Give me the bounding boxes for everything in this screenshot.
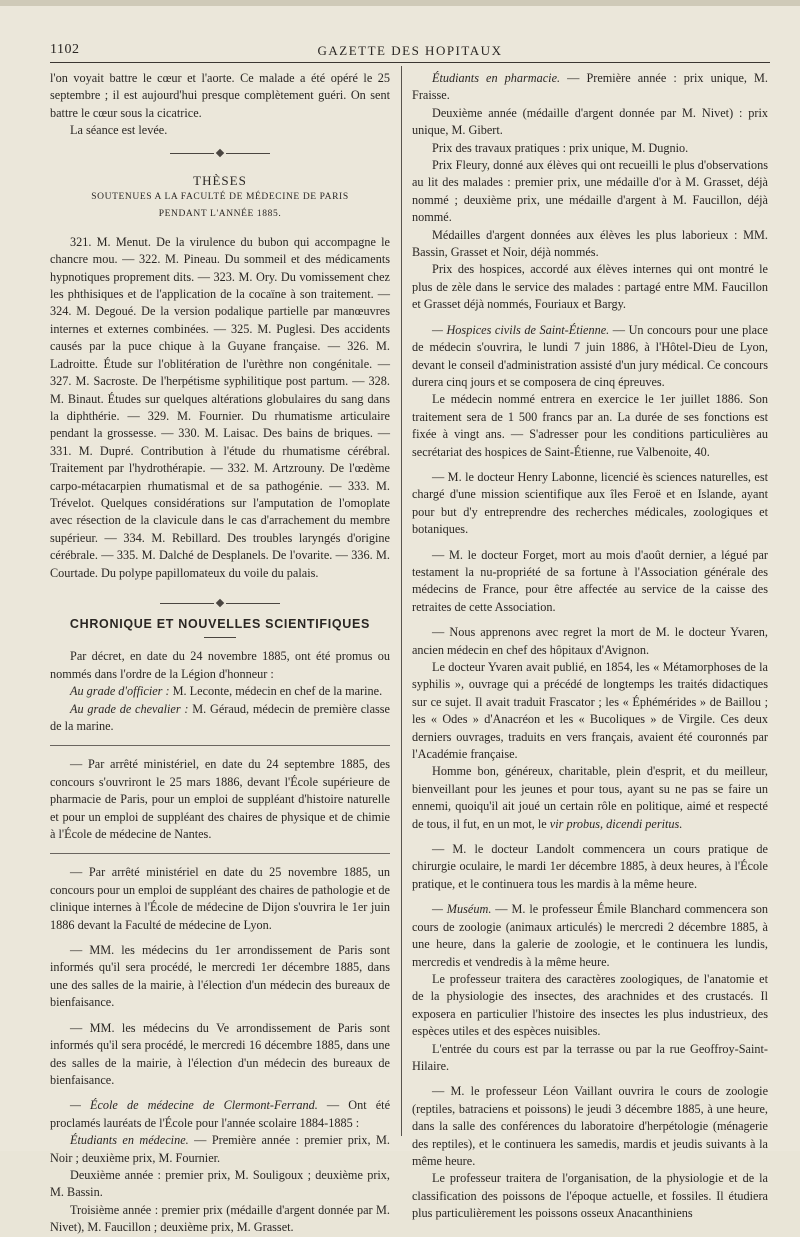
title-underline xyxy=(204,637,236,638)
vaillant-topics: Le professeur traitera de l'organisation, de la physiologie et de la classification des poissons de l'époque actuelle, et fossiles. Il étudiera plus particulièrement les poissons osseux Anacanthiniens xyxy=(412,1171,768,1221)
right-column xyxy=(412,70,768,1223)
column-divider xyxy=(401,66,402,1136)
election-5e: — MM. les médecins du Ve arrondissement de Paris sont informés qu'il sera procédé, le mercredi 16 décembre 1885, dans une des salles de la mairie, à l'élection d'un médecin des bureaux de bienfaisance. xyxy=(50,1020,390,1087)
medailles-argent: Médailles d'argent données aux élèves les plus laborieux : MM. Bassin, Grasset et Noir, déjà nommés. xyxy=(412,227,768,260)
arrete-nantes: — Par arrêté ministériel, en date du 24 septembre 1885, des concours s'ouvriront le 25 mars 1886, devant l'École supérieure de pharmacie de Paris, pour un emploi de suppléant d'histoire naturelle et pour un emploi de suppléant des chaires de physique et de chimie à l'École de médecine de Nantes. xyxy=(50,757,390,842)
session-closed: La séance est levée. xyxy=(70,123,168,138)
page-header xyxy=(50,42,770,62)
yvaren-death: — Nous apprenons avec regret la mort de M. le docteur Yvaren, ancien médecin en chef des hôpitaux d'Avignon. xyxy=(412,625,768,657)
chevalier-line: Au grade de chevalier : M. Géraud, médecin de première classe de la marine. xyxy=(50,701,390,733)
blanchard-entrance: L'entrée du cours est par la terrasse ou par la rue Geoffroy-Saint-Hilaire. xyxy=(412,1041,768,1073)
separator-rule xyxy=(50,745,390,746)
arrete-dijon: — Par arrêté ministériel en date du 25 novembre 1885, un concours pour un emploi de suppléant des chaires de pathologie et de clinique internes à l'École de médecine de Dijon s'ouvrira le 1er juin 1886 devant la Faculté de médecine de Lyon. xyxy=(50,865,390,932)
theses-list: 321. M. Menut. De la virulence du bubon qui accompagne le chancre mou. — 322. M. Pineau. Du sommeil et des médicaments hypnotiques proprement dits. — 323. M. Ory. Du vomissement chez les phthisiques et de l'application de la cocaïne à son traitement. — 324. M. Degoué. De la version podalique partielle par manœuvres internes et externes combinées. — 325. M. Puglesi. Des accidents causés par la puce chique à la Guyane française. — 326. M. Ladroitte. Étude sur l'oblitération de l'urèthre non congénitale. — 327. M. Sacroste. De l'herpétisme syphilitique post partum. — 328. M. Binaut. Études sur quelques altérations globulaires du sang dans la diphthérie. — 329. M. Fournier. Du rhumatisme articulaire pendant la grossesse. — 330. M. Laisac. Des bains de briques. — 331. M. Dupré. Contribution à l'étude du rhumatisme cérébral. Traitement par l'hydrothérapie. — 332. M. Artzrouny. De l'œdème carpo-métacarpien rhumatismal et de sa pathogénie. — 333. M. Trévelot. Quelques considérations sur l'amputation de l'omoplate avec résection de la clavicule dans le cas d'arrachement du membre supérieur. — 334. M. Rebillard. Des troubles laryngés d'origine cérébrale. — 335. M. Dalché de Desplanels. De l'ovarite. — 336. M. Courtade. Du polype papillomateux du voile du palais. xyxy=(50,234,390,580)
landolt-course: — M. le docteur Landolt commencera un cours pratique de chirurgie oculaire, le mardi 1er décembre 1885, à deux heures, à l'École pratique, et le continuera tous les mardis à la même heure. xyxy=(412,842,768,891)
st-etienne-concours: — Hospices civils de Saint-Étienne. — Un concours pour une place de médecin s'ouvrira, le lundi 7 juin 1886, à l'Hôtel-Dieu de Lyon, devant le conseil d'administration assisté d'un jury médical. Ce concours durera cinq jours et se composera de cinq épreuves. xyxy=(412,322,768,389)
page-number: 1102 xyxy=(50,42,80,57)
officier-line: Au grade d'officier : M. Leconte, médecin en chef de la marine. xyxy=(70,684,383,699)
clermont-paragraph: — École de médecine de Clermont-Ferrand. — Ont été proclamés lauréats de l'École pour l'année scolaire 1884-1885 : xyxy=(50,1098,391,1130)
header-rule xyxy=(50,62,770,63)
yvaren-eulogy: Homme bon, généreux, charitable, plein d'esprit, et du meilleur, bienveillant pour les jeunes et pour tous, ayant su ne pas se faire un ennemi, quoiqu'il ait joué un certain rôle en politique, aimé et respecté de tous, il fut, en un mot, le vir probus, dicendi peritus. xyxy=(412,764,768,831)
left-column xyxy=(50,70,390,1237)
prix-hospices: Prix des hospices, accordé aux élèves internes qui ont montré le plus de zèle dans le service des malades : partagé entre MM. Faucillon et Grasset déjà nommés, Fouriaux et Bargy. xyxy=(412,262,768,312)
chronique-title: CHRONIQUE ET NOUVELLES SCIENTIFIQUES xyxy=(69,616,371,631)
vaillant-course: — M. le professeur Léon Vaillant ouvrira le cours de zoologie (reptiles, batraciens et poissons) le jeudi 3 décembre 1885, à une heure, dans la salle des conférences du laboratoire d'herpétologie (ménagerie des reptiles), et le continuera les samedis, mardis et jeudis suivants à la même heure. xyxy=(412,1084,768,1168)
prix-fleury: Prix Fleury, donné aux élèves qui ont recueilli le plus d'observations au lit des malades : premier prix, une médaille d'or à M. Grasset, déjà nommé ; deuxième prix, une médaille d'argent à M. Faucillon, déjà nommé. xyxy=(412,158,768,225)
museum-blanchard: — Muséum. — M. le professeur Émile Blanchard commencera son cours de zoologie (animaux articulés) le mercredi 2 décembre 1885, à une heure, dans la galerie de zoologie, et le continuera les lundis, mercredis et vendredis à la même heure. xyxy=(412,902,768,969)
election-1er: — MM. les médecins du 1er arrondissement de Paris sont informés qu'il sera procédé, le mercredi 1er décembre 1885, dans une des salles de la mairie, à l'élection d'un médecin des bureaux de bienfaisance. xyxy=(50,943,390,1010)
theses-title: THÈSES xyxy=(193,172,247,188)
ornament-divider xyxy=(170,146,270,160)
labonne-mission: — M. le docteur Henry Labonne, licencié ès sciences naturelles, est chargé d'une mission scientifique aux îles Feroë et en Islande, ayant pour but d'y entreprendre des recherches médicales, zoologiques et botaniques. xyxy=(412,469,768,537)
pharmacie-premiere: Étudiants en pharmacie. — Première année : prix unique, M. Fraisse. xyxy=(412,71,768,103)
blanchard-topics: Le professeur traitera des caractères zoologiques, de l'anatomie et de la physiologie des insectes, des arachnides et des crustacés. Il exposera en particulier l'histoire des insectes les plus industrieux, des espèces utiles et des espèces nuisibles. xyxy=(412,971,768,1039)
decree-paragraph: Par décret, en date du 24 novembre 1885, ont été promus ou nommés dans l'ordre de la Légion d'honneur : xyxy=(50,649,390,681)
scan-top-edge xyxy=(0,0,800,6)
ornament-divider-2 xyxy=(160,596,280,610)
theses-subtitle-2: PENDANT L'ANNÉE 1885. xyxy=(158,209,282,220)
troisieme-annee: Troisième année : premier prix (médaille d'argent donnée par M. Nivet), M. Faucillon ; deuxième prix, M. Grasset. xyxy=(50,1202,390,1235)
intro-paragraph: l'on voyait battre le cœur et l'aorte. Ce malade a été opéré le 25 septembre ; il est aujourd'hui presque complètement guéri. On sent battre le cœur sous la cicatrice. xyxy=(50,71,390,120)
separator-rule xyxy=(50,853,390,854)
pharmacie-deuxieme: Deuxième année (médaille d'argent donnée par M. Nivet) : prix unique, M. Gibert. xyxy=(412,105,768,138)
yvaren-works: Le docteur Yvaren avait publié, en 1854, les « Métamorphoses de la syphilis », ouvrage qui a précédé de longtemps les traités didactiques sur ce sujet. Il avait traduit Frascator ; les « Éphémérides » de Baillou ; les « Odes » d'Anacréon et les « Bucoliques » de Virgile. Ces deux derniers ouvrages, traduits en vers français, avaient été couronnés par l'Académie française. xyxy=(412,660,768,762)
deuxieme-annee: Deuxième année : premier prix, M. Souligoux ; deuxième prix, M. Bassin. xyxy=(50,1167,390,1200)
journal-title: GAZETTE DES HOPITAUX xyxy=(317,43,503,58)
st-etienne-details: Le médecin nommé entrera en exercice le 1er juillet 1886. Son traitement sera de 1 500 francs par an. La durée de ses fonctions est fixée à vingt ans. — S'adresser pour les conditions particulières au secrétariat des hospices de Saint-Étienne, rue Valbenoite, 40. xyxy=(412,392,768,459)
theses-subtitle-1: SOUTENUES A LA FACULTÉ DE MÉDECINE DE PARIS xyxy=(91,192,349,203)
forget-legacy: — M. le docteur Forget, mort au mois d'août dernier, a légué par testament la nu-propriété de sa fortune à l'Association générale des médecins de France, pour être affectée au service de la caisse des retraites de cette Association. xyxy=(412,547,768,614)
etudiants-medecine: Étudiants en médecine. — Première année : premier prix, M. Noir ; deuxième prix, M. Fournier. xyxy=(50,1133,390,1165)
travaux-pratiques: Prix des travaux pratiques : prix unique, M. Dugnio. xyxy=(432,140,689,155)
